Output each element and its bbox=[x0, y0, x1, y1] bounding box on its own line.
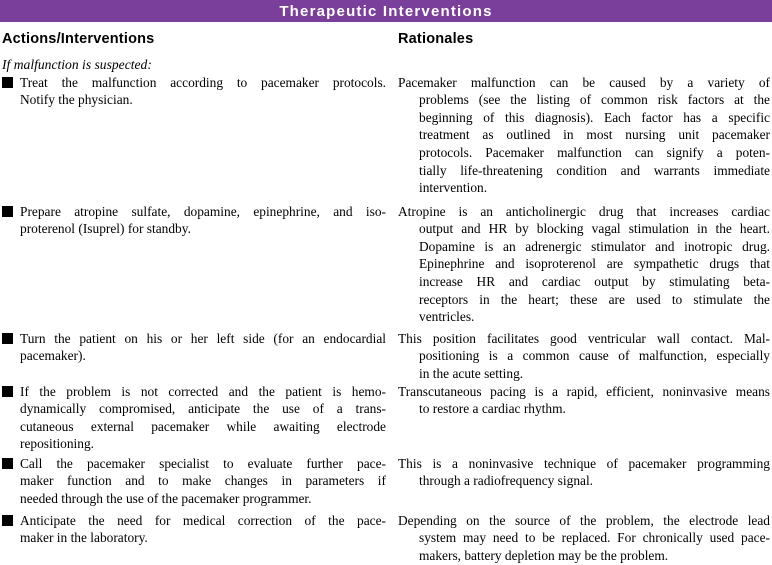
bullet-square-icon bbox=[2, 333, 13, 344]
rationale-text-line: This is a noninvasive technique of pacemaker programming bbox=[398, 455, 770, 471]
action-text-line: If the problem is not corrected and the patient is hemo- bbox=[20, 383, 386, 399]
rationale-text-line: Pacemaker malfunction can be caused by a variety of bbox=[398, 74, 770, 90]
bullet-square-icon bbox=[2, 206, 13, 217]
rationale-text-line: Depending on the source of the problem, the electrode lead bbox=[398, 512, 770, 528]
rationale-text-line: Dopamine is an adrenergic stimulator and inotropic drug. bbox=[419, 238, 770, 254]
action-text-line: needed through the use of the pacemaker programmer. bbox=[20, 490, 312, 506]
action-item bbox=[2, 330, 386, 365]
page-title: Therapeutic Interventions bbox=[279, 2, 493, 20]
action-text bbox=[20, 203, 386, 238]
rationale-text-line: intervention. bbox=[419, 180, 488, 196]
action-text-line: Anticipate the need for medical correction of the pace- bbox=[20, 512, 386, 528]
action-text bbox=[20, 74, 386, 109]
action-text-line: maker function and to make changes in parameters if bbox=[20, 473, 386, 489]
rationale-text-line: through a radiofrequency signal. bbox=[419, 473, 594, 489]
rationale-text-line: ventricles. bbox=[419, 309, 475, 325]
action-item bbox=[2, 203, 386, 238]
rationale-item bbox=[398, 455, 770, 490]
action-text bbox=[20, 383, 386, 453]
bullet-square-icon bbox=[2, 386, 13, 397]
action-text-line: Notify the physician. bbox=[20, 92, 133, 108]
table-row bbox=[2, 455, 770, 512]
rationale-text-line: in the acute setting. bbox=[419, 365, 524, 381]
rationale-text-line: makers, battery depletion may be the problem. bbox=[419, 547, 669, 563]
rationale-text-line: positioning is a common cause of malfunction, especially bbox=[419, 348, 770, 364]
action-text-line: cutaneous external pacemaker while awaiting electrode bbox=[20, 418, 386, 434]
rationale-text-line: tially life-threatening condition and warrants immediate bbox=[419, 162, 770, 178]
table-row bbox=[2, 203, 770, 330]
rationale-text-line: This position facilitates good ventricular wall contact. Mal- bbox=[398, 330, 770, 346]
table-row bbox=[2, 56, 770, 74]
rationale-item bbox=[398, 512, 770, 565]
table-row bbox=[2, 330, 770, 383]
action-text-line: Treat the malfunction according to pacemaker protocols. bbox=[20, 74, 386, 90]
table-row bbox=[2, 383, 770, 455]
table-row bbox=[2, 512, 770, 565]
rationale-text-line: protocols. Pacemaker malfunction can signify a poten- bbox=[419, 144, 770, 160]
rationale-text-line: receptors in the heart; these are used to stimulate the bbox=[419, 291, 770, 307]
rationale-text-line: increase HR and cardiac output by stimulating beta- bbox=[419, 273, 770, 289]
rationale-text-line: treatment as outlined in most nursing unit pacemaker bbox=[419, 127, 770, 143]
rationale-item bbox=[398, 74, 770, 197]
table-body bbox=[2, 56, 770, 564]
rationale-text-line: system may need to be replaced. For chronically used pace- bbox=[419, 530, 770, 546]
rationale-text-line: output and HR by blocking vagal stimulation in the heart. bbox=[419, 221, 770, 237]
action-text-line: Call the pacemaker specialist to evaluate further pace- bbox=[20, 455, 386, 471]
action-text-line: repositioning. bbox=[20, 436, 95, 452]
action-text bbox=[20, 330, 386, 365]
action-text-line: Prepare atropine sulfate, dopamine, epinephrine, and iso- bbox=[20, 203, 386, 219]
action-text-line: Turn the patient on his or her left side (for an endocardial bbox=[20, 330, 386, 346]
table-row bbox=[2, 74, 770, 203]
action-item bbox=[2, 512, 386, 547]
rationale-text-line: problems (see the listing of common risk factors at the bbox=[419, 92, 770, 108]
bullet-square-icon bbox=[2, 515, 13, 526]
action-text-line: pacemaker). bbox=[20, 348, 86, 364]
action-item bbox=[2, 74, 386, 109]
action-text bbox=[20, 512, 386, 547]
rationale-item bbox=[398, 330, 770, 383]
action-item bbox=[2, 383, 386, 453]
bullet-square-icon bbox=[2, 458, 13, 469]
rationales-column-header: Rationales bbox=[398, 31, 474, 47]
rationale-text-line: Epinephrine and isoproterenol are sympathetic drugs that bbox=[419, 256, 770, 272]
condition-intro: If malfunction is suspected: bbox=[2, 57, 152, 72]
action-text-line: maker in the laboratory. bbox=[20, 530, 148, 546]
interventions-table bbox=[0, 31, 772, 564]
rationale-text-line: Atropine is an anticholinergic drug that increases cardiac bbox=[398, 203, 770, 219]
rationale-item bbox=[398, 203, 770, 326]
rationale-text-line: to restore a cardiac rhythm. bbox=[419, 401, 566, 417]
action-text-line: dynamically compromised, anticipate the use of a trans- bbox=[20, 401, 386, 417]
rationale-text-line: Transcutaneous pacing is a rapid, efficient, noninvasive means bbox=[398, 383, 770, 399]
action-text bbox=[20, 455, 386, 508]
action-text-line: proterenol (Isuprel) for standby. bbox=[20, 221, 191, 237]
actions-column-header: Actions/Interventions bbox=[2, 31, 155, 47]
column-headers-row bbox=[2, 31, 770, 47]
action-item bbox=[2, 455, 386, 508]
title-bar bbox=[0, 0, 772, 22]
bullet-square-icon bbox=[2, 77, 13, 88]
rationale-item bbox=[398, 383, 770, 418]
rationale-text-line: beginning of this diagnosis). Each factor has a specific bbox=[419, 109, 770, 125]
